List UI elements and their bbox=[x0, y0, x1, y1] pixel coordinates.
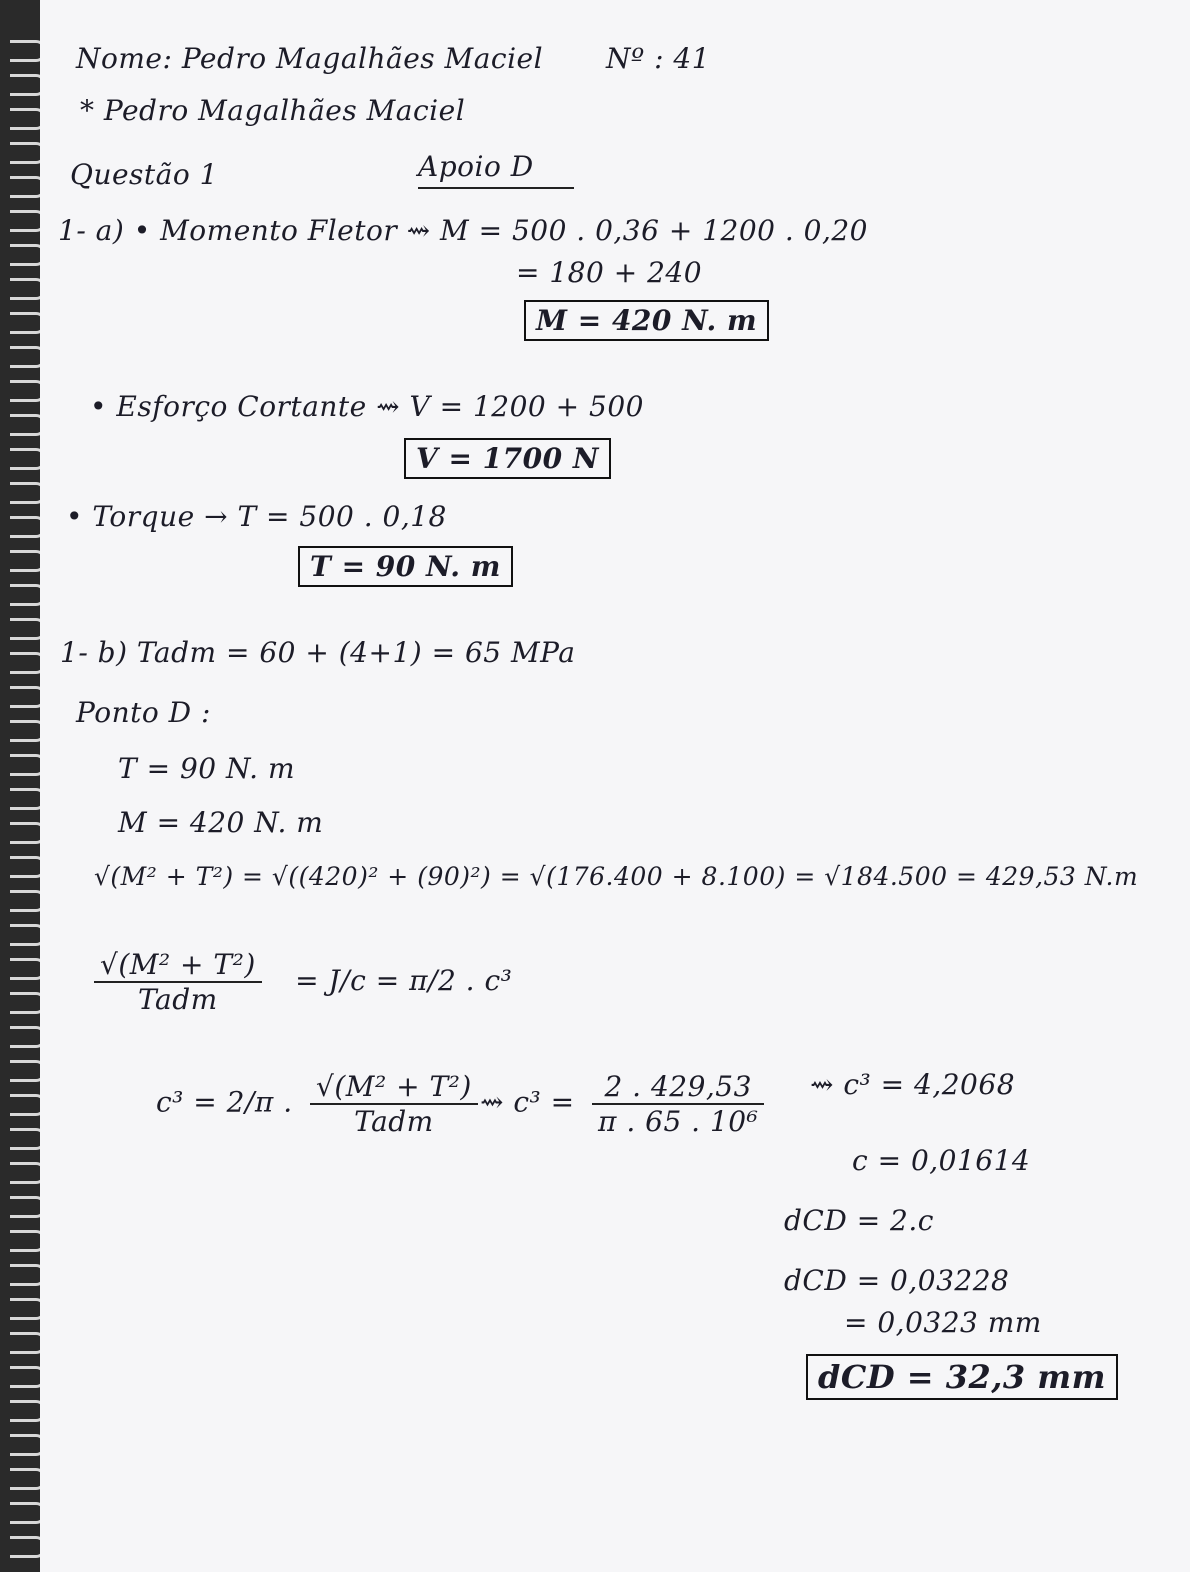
ratio-fraction bbox=[94, 948, 262, 1016]
diameter-formula: dCD = 2.c bbox=[784, 1204, 934, 1237]
question-title: Questão 1 bbox=[70, 158, 218, 191]
point-label: Ponto D : bbox=[76, 696, 211, 729]
ratio-rhs: = J/c = π/2 . c³ bbox=[295, 963, 513, 997]
c-cubed-lhs: c³ = 2/π . bbox=[156, 1085, 293, 1119]
c-cubed-value: ⇝ c³ = 4,2068 bbox=[810, 1068, 1016, 1101]
diameter-value: dCD = 0,03228 bbox=[784, 1264, 1010, 1297]
student-number: Nº : 41 bbox=[606, 42, 711, 75]
equation-c-cubed-numeric bbox=[480, 1070, 764, 1138]
equation-section-modulus bbox=[94, 948, 512, 1016]
c-cubed-numerator: √(M² + T²) bbox=[310, 1070, 478, 1105]
torque-result: T = 90 N. m bbox=[298, 546, 513, 587]
c-value: c = 0,01614 bbox=[852, 1144, 1031, 1177]
torque-value: T = 90 N. m bbox=[118, 752, 296, 785]
diameter-rounded: = 0,0323 mm bbox=[844, 1306, 1042, 1339]
c-cubed-denominator: Tadm bbox=[354, 1105, 434, 1138]
tadm-equation: 1- b) Tadm = 60 + (4+1) = 65 MPa bbox=[60, 636, 576, 669]
c-cubed-fraction bbox=[310, 1070, 478, 1138]
name-line: Nome: Pedro Magalhães Maciel bbox=[76, 42, 544, 75]
c-cubed-numeric-numerator: 2 . 429,53 bbox=[592, 1070, 764, 1105]
c-cubed-numeric-denominator: π . 65 . 10⁶ bbox=[598, 1105, 759, 1138]
moment-equation: 1- a) • Momento Fletor ⇝ M = 500 . 0,36 + 1200 . 0,20 bbox=[58, 214, 868, 247]
support-title: Apoio D bbox=[418, 150, 574, 189]
ratio-denominator: Tadm bbox=[138, 983, 218, 1016]
ratio-numerator: √(M² + T²) bbox=[94, 948, 262, 983]
c-cubed-numeric-fraction bbox=[592, 1070, 764, 1138]
moment-result: M = 420 N. m bbox=[524, 300, 769, 341]
shear-equation: • Esforço Cortante ⇝ V = 1200 + 500 bbox=[90, 390, 644, 423]
diameter-result: dCD = 32,3 mm bbox=[806, 1354, 1118, 1400]
shear-result: V = 1700 N bbox=[404, 438, 611, 479]
signature-line: * Pedro Magalhães Maciel bbox=[80, 94, 466, 127]
torque-equation: • Torque → T = 500 . 0,18 bbox=[66, 500, 447, 533]
equation-c-cubed bbox=[156, 1070, 478, 1138]
c-cubed-numeric-lhs: ⇝ c³ = bbox=[480, 1085, 575, 1119]
moment-value: M = 420 N. m bbox=[118, 806, 324, 839]
paper-sheet bbox=[40, 0, 1190, 1572]
moment-step: = 180 + 240 bbox=[516, 256, 703, 289]
root-equation: √(M² + T²) = √((420)² + (90)²) = √(176.400 + 8.100) = √184.500 = 429,53 N.m bbox=[94, 862, 1139, 891]
